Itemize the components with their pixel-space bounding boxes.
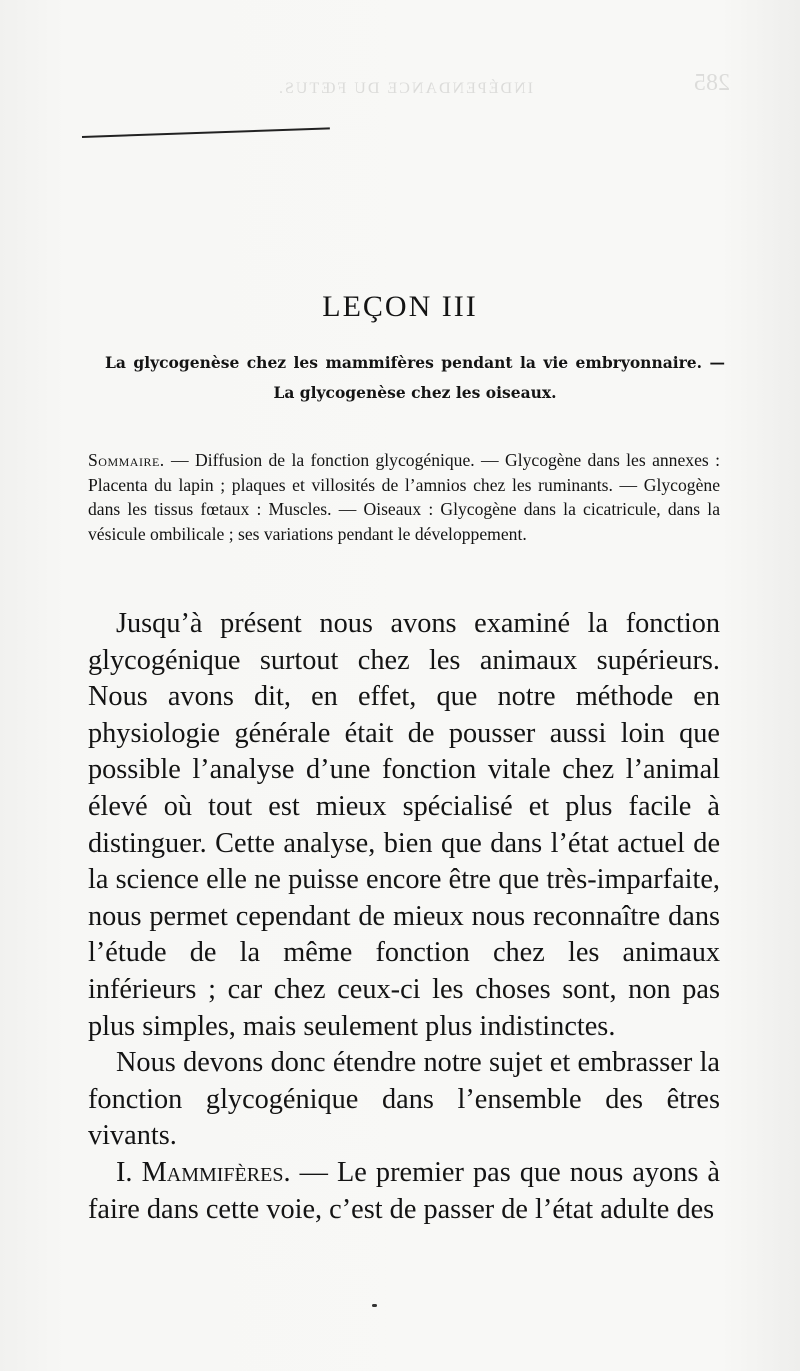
bleed-through-page-number: 285: [694, 70, 730, 96]
page-mark: [372, 1304, 377, 1307]
header-rule: [82, 127, 330, 138]
lesson-heading: LEÇON III: [322, 290, 478, 323]
section-paragraph: [88, 1155, 720, 1228]
summary-block: [88, 448, 720, 546]
body-text: [88, 606, 720, 1228]
summary-text: — Diffusion de la fonction glycogénique. — Glycogène dans les annexes : Placenta du lapin ; plaques et villosités de l’amnios chez les ruminants. — Glycogène dans les tissus fœtaux : Muscles. — Oiseaux : Glycogène dans la cicatricule, dans la vésicule ombilicale ; ses variations pendant le développement.: [88, 450, 720, 544]
summary-label: Sommaire.: [88, 450, 165, 470]
lesson-subtitle: La glycogenèse chez les mammifères pendant la vie embryonnaire. — La glycogenèse chez les oiseaux.: [105, 353, 725, 402]
section-label: I. Mammifères.: [116, 1156, 291, 1188]
paragraph-2: Nous devons donc étendre notre sujet et embrasser la fonction glycogénique dans l’ensemble des êtres vivants.: [88, 1047, 720, 1152]
section-text: — Le premier pas que nous ayons à faire dans cette voie, c’est de passer de l’état adulte des: [88, 1156, 720, 1225]
paragraph-1: Jusqu’à présent nous avons examiné la fonction glycogénique surtout chez les animaux supérieurs. Nous avons dit, en effet, que notre méthode en physiologie générale était de pousser aussi loin que possible l’analyse d’une fonction vitale chez l’animal élevé où tout est mieux spécialisé et plus facile à distinguer. Cette analyse, bien que dans l’état actuel de la science elle ne puisse encore être que très-imparfaite, nous permet cependant de mieux nous reconnaître dans l’étude de la même fonction chez les animaux inférieurs ; car chez ceux-ci les choses sont, non pas plus simples, mais seulement plus indistinctes.: [88, 608, 720, 1042]
bleed-through-running-head: INDÉPENDANCE DU FŒTUS.: [277, 80, 534, 97]
